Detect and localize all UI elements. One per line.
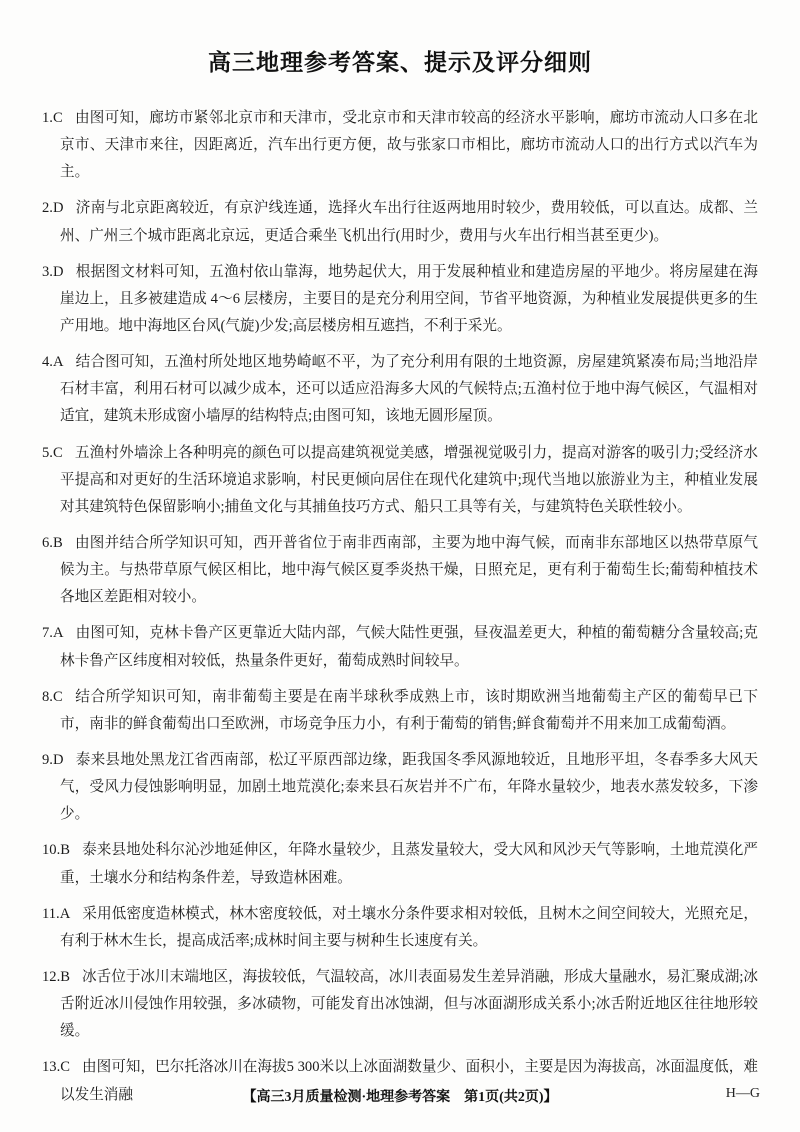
answer-text: 泰来县地处科尔沁沙地延伸区，年降水量较少，且蒸发量较大，受大风和风沙天气等影响，土地荒漠化严重，土壤水分和结构条件差，导致造林困难。 [60,842,758,886]
answer-item [42,259,758,340]
answer-text: 由图可知，克林卡鲁产区更靠近大陆内部，气候大陆性更强，昼夜温差更大，种植的葡萄糖分含量较高;克林卡鲁产区纬度相对较低，热量条件更好，葡萄成熟时间较早。 [60,625,758,669]
answer-number: 13.C [42,1059,70,1076]
answer-item [42,684,758,738]
answer-number: 6.B [42,534,63,551]
answer-text: 五渔村外墙涂上各种明亮的颜色可以提高建筑视觉美感，增强视觉吸引力，提高对游客的吸引力;受经济水平提高和对更好的生活环境追求影响，村民更倾向居住在现代化建筑中;现代当地以旅游业为主，种植业发展对其建筑特色保留影响小;捕鱼文化与其捕鱼技巧方式、船只工具等有关，与建筑特色关联性较小。 [60,444,758,515]
answer-number: 3.D [42,263,64,280]
answer-text: 由图可知，巴尔托洛冰川在海拔5 300米以上冰面湖数量少、面积小，主要是因为海拔高，冰面温度低，难以发生消融 [60,1059,758,1103]
answer-text: 由图并结合所学知识可知，西开普省位于南非西南部，主要为地中海气候，而南非东部地区以热带草原气候为主。与热带草原气候区相比，地中海气候区夏季炎热干燥，日照充足，更有利于葡萄生长;葡萄种植技术各地区差距相对较小。 [60,534,758,606]
answer-text: 由图可知，廊坊市紧邻北京市和天津市，受北京市和天津市较高的经济水平影响，廊坊市流动人口多在北京市、天津市来往，因距离近，汽车出行更方便，故与张家口市相比，廊坊市流动人口的出行方式以汽车为主。 [60,110,758,181]
answer-number: 2.D [42,200,64,217]
answer-number: 12.B [42,968,70,985]
answer-item [42,440,758,521]
answer-item [42,620,758,674]
page-title: 高三地理参考答案、提示及评分细则 [208,50,592,75]
answer-text: 济南与北京距离较近，有京沪线连通，选择火车出行往返两地用时较少，费用较低，可以直达。成都、兰州、广州三个城市距离北京远，更适合乘坐飞机出行(用时少，费用与火车出行相当甚至更少)。 [60,200,758,244]
answer-number: 11.A [42,905,71,922]
footer-code: H—G [725,1086,760,1101]
footer-label: 【高三3月质量检测·地理参考答案 第1页(共2页)】 [242,1090,558,1105]
answer-item [42,105,758,186]
answer-number: 5.C [42,444,63,461]
answer-item [42,747,758,828]
answer-number: 8.C [42,688,63,705]
answer-number: 1.C [42,110,63,126]
answer-item [42,195,758,249]
answer-list [42,105,758,1109]
answer-item [42,349,758,430]
answer-text: 泰来县地处黑龙江省西南部，松辽平原西部边缘，距我国冬季风源地较近，且地形平坦，冬春季多大风天气，受风力侵蚀影响明显，加剧土地荒漠化;泰来县石灰岩并不广布，年降水量较少，地表水蒸发较多，下渗少。 [60,751,758,823]
answer-text: 采用低密度造林模式，林木密度较低，对土壤水分条件要求相对较低，且树木之间空间较大，光照充足，有利于林木生长，提高成活率;成林时间主要与树种生长速度有关。 [60,905,758,949]
page-footer [0,1086,800,1108]
answer-text: 根据图文材料可知，五渔村依山靠海，地势起伏大，用于发展种植业和建造房屋的平地少。将房屋建在海崖边上，且多被建造成 4～6 层楼房，主要目的是充分利用空间，节省平地资源，为种植业发展提供更多的生产用地。地中海地区台风(气旋)少发;高层楼房相互遮挡，不利于采光。 [60,263,758,334]
answer-number: 9.D [42,751,64,768]
answer-text: 结合所学知识可知，南非葡萄主要是在南半球秋季成熟上市，该时期欧洲当地葡萄主产区的葡萄早已下市，南非的鲜食葡萄出口至欧洲，市场竞争压力小，有利于葡萄的销售;鲜食葡萄并不用来加工成葡萄酒。 [60,688,758,732]
answer-number: 7.A [42,625,64,642]
answer-item [42,901,758,955]
answer-item [42,964,758,1045]
answer-item [42,530,758,611]
answer-text: 冰舌位于冰川末端地区，海拔较低，气温较高，冰川表面易发生差异消融，形成大量融水，易汇聚成湖;冰舌附近冰川侵蚀作用较强，多冰碛物，可能发育出冰蚀湖，但与冰面湖形成关系小;冰舌附近地区往往地形较缓。 [60,968,758,1040]
answer-number: 10.B [42,842,70,859]
answer-text: 结合图可知，五渔村所处地区地势崎岖不平，为了充分利用有限的土地资源，房屋建筑紧凑布局;当地沿岸石材丰富，利用石材可以减少成本，还可以适应沿海多大风的气候特点;五渔村位于地中海气候区，气温相对适宜，建筑未形成窗小墙厚的结构特点;由图可知，该地无圆形屋顶。 [60,354,758,425]
answer-number: 4.A [42,354,64,371]
answer-item [42,837,758,891]
